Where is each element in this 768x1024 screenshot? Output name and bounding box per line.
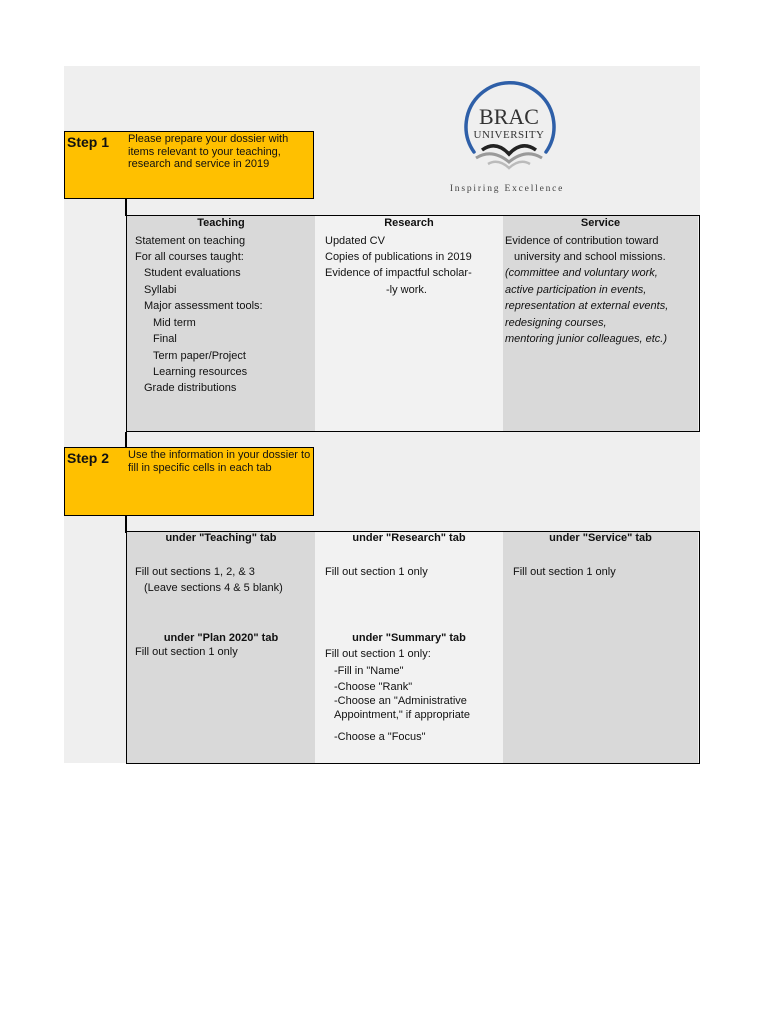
list-item: Syllabi [144,284,177,296]
list-item: For all courses taught: [135,251,244,263]
list-item: active participation in events, [505,284,647,296]
list-item: Evidence of impactful scholar- [325,267,472,279]
step1-box [64,131,314,199]
service-header: Service [580,217,621,229]
research-tab-line1: Fill out section 1 only [325,566,428,578]
logo-brac-text: BRAC [479,104,539,129]
list-item: redesigning courses, [505,317,607,329]
list-item: -Fill in "Name" [334,665,404,677]
teaching-plan-column [127,532,315,763]
list-item: Term paper/Project [153,350,246,362]
step2-box [64,447,314,516]
list-item: representation at external events, [505,300,669,312]
list-item: -Choose "Rank" [334,681,413,693]
service-tab-column [503,532,698,763]
research-tab-header: under "Research" tab [352,532,466,544]
list-item: (committee and voluntary work, [505,267,658,279]
connector-line-1 [125,199,127,216]
logo-graphic [436,80,582,196]
plan-tab-header: under "Plan 2020" tab [163,632,279,644]
list-item: -ly work. [386,284,427,296]
logo-university-text: UNIVERSITY [473,129,545,141]
brac-university-logo [436,80,582,196]
teaching-column [127,216,315,431]
step2-label: Step 2 [67,450,110,466]
connector-line-2 [125,432,127,448]
plan-tab-line1: Fill out section 1 only [135,646,238,658]
list-item: Fill out section 1 only: [325,648,431,660]
list-item: Copies of publications in 2019 [325,251,472,263]
step1-label: Step 1 [67,134,110,150]
teaching-tab-line2: (Leave sections 4 & 5 blank) [144,582,283,594]
list-item: -Choose a "Focus" [334,731,426,743]
research-header: Research [384,217,434,229]
list-item: Final [153,333,177,345]
research-summary-column [315,532,503,763]
step2-text: Use the information in your dossier to fill in specific cells in each tab [128,449,311,474]
teaching-tab-header: under "Teaching" tab [165,532,277,544]
research-column [315,216,503,431]
list-item: Grade distributions [144,382,237,394]
list-item: Mid term [153,317,196,329]
service-tab-header: under "Service" tab [549,532,652,544]
list-item: Statement on teaching [135,235,246,247]
list-item: Appointment," if appropriate [334,709,470,721]
list-item: -Choose an "Administrative [334,695,467,707]
service-tab-line1: Fill out section 1 only [513,566,616,578]
step1-text: Please prepare your dossier with items relevant to your teaching, research and service in 2019 [128,133,289,170]
dossier-items-table [126,215,700,432]
list-item: university and school missions. [514,251,666,263]
list-item: Major assessment tools: [144,300,263,312]
list-item: mentoring junior colleagues, etc.) [505,333,668,345]
summary-tab-header: under "Summary" tab [352,632,466,644]
logo-tagline: Inspiring Excellence [449,184,565,194]
tab-instructions-table [126,531,700,764]
service-column [503,216,698,431]
list-item: Updated CV [325,235,385,247]
teaching-tab-line1: Fill out sections 1, 2, & 3 [135,566,255,578]
list-item: Student evaluations [144,267,241,279]
list-item: Learning resources [153,366,248,378]
teaching-header: Teaching [197,217,245,229]
list-item: Evidence of contribution toward [505,235,659,247]
